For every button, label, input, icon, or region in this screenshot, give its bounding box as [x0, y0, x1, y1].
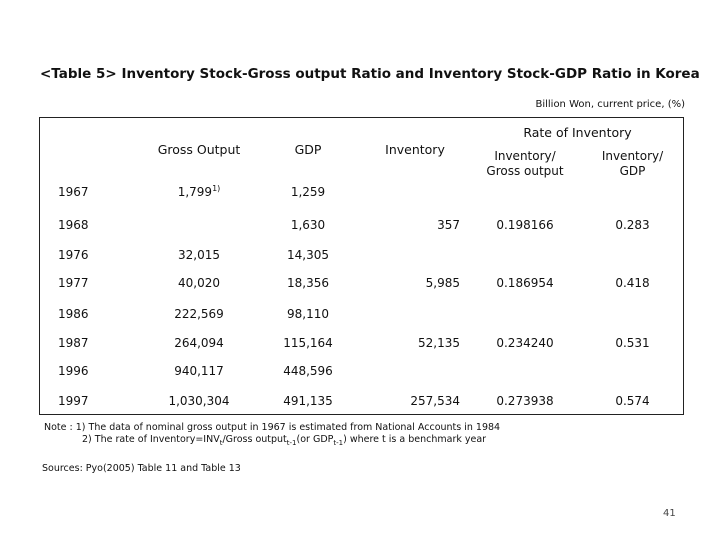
- row-year: 1977: [58, 276, 89, 290]
- row-gross-output: 222,569: [174, 307, 224, 321]
- header-rate-gdp: Inventory/ GDP: [601, 149, 664, 178]
- rate-gross-output-value: 0.198166: [496, 218, 554, 232]
- row-gdp: 14,305: [287, 248, 329, 262]
- row-year: 1997: [58, 394, 89, 408]
- unit-label: Billion Won, current price, (%): [535, 99, 685, 110]
- row-year: 1986: [58, 307, 89, 321]
- table-notes: [44, 422, 500, 446]
- rate-gross-output-value: 0.186954: [496, 276, 554, 290]
- rate-gross-output-value: 0.234240: [496, 336, 554, 350]
- row-year: 1967: [58, 185, 89, 199]
- data-table: [39, 117, 684, 415]
- note-prefix: Note :: [44, 422, 73, 433]
- row-gross-output: 1,799$^{1)}$: [177, 184, 221, 199]
- row-gdp: 1,259: [290, 185, 326, 199]
- inventory-value: 357: [437, 218, 460, 232]
- row-gross-output: 40,020: [178, 276, 220, 290]
- header-inventory: Inventory: [385, 142, 445, 157]
- table-title: <Table 5> Inventory Stock-Gross output Ratio and Inventory Stock-GDP Ratio in Korea: [40, 66, 700, 82]
- note-2: 2) The rate of $Inventory=INV_t$/Gross output$_{t-1}$(or $GDP_{t-1}$) where t is a benchmark year: [82, 434, 487, 447]
- inventory-value: 257,534: [410, 394, 460, 408]
- row-gdp: 115,164: [283, 336, 333, 350]
- row-gross-output: 32,015: [178, 248, 220, 262]
- row-year: 1996: [58, 364, 89, 378]
- row-gross-output: 264,094: [174, 336, 224, 350]
- row-gdp: 98,110: [287, 307, 329, 321]
- row-gdp: 18,356: [287, 276, 329, 290]
- sources: Sources: Pyo(2005) Table 11 and Table 13: [42, 463, 241, 474]
- page-number: 41: [663, 508, 676, 519]
- row-gdp: 448,596: [283, 364, 333, 378]
- row-year: 1976: [58, 248, 89, 262]
- rate-gdp-value: 0.418: [615, 276, 650, 290]
- header-gross-output: Gross Output: [157, 142, 241, 157]
- inventory-value: 5,985: [425, 276, 460, 290]
- header-rate-of-inventory: Rate of Inventory: [523, 125, 632, 140]
- row-gross-output: 940,117: [174, 364, 224, 378]
- rate-gdp-value: 0.531: [615, 336, 650, 350]
- row-year: 1987: [58, 336, 89, 350]
- header-gdp: GDP: [294, 142, 322, 157]
- rate-gdp-value: 0.574: [615, 394, 650, 408]
- rate-gross-output-value: 0.273938: [496, 394, 554, 408]
- row-gdp: 491,135: [283, 394, 333, 408]
- inventory-value: 52,135: [418, 336, 460, 350]
- header-rate-gross-output: Inventory/ Gross output: [486, 149, 564, 178]
- rate-gdp-value: 0.283: [615, 218, 650, 232]
- note-1: 1) The data of nominal gross output in 1967 is estimated from National Accounts in 1984: [75, 422, 501, 433]
- row-gross-output: 1,030,304: [168, 394, 230, 408]
- row-year: 1968: [58, 218, 89, 232]
- row-gdp: 1,630: [290, 218, 326, 232]
